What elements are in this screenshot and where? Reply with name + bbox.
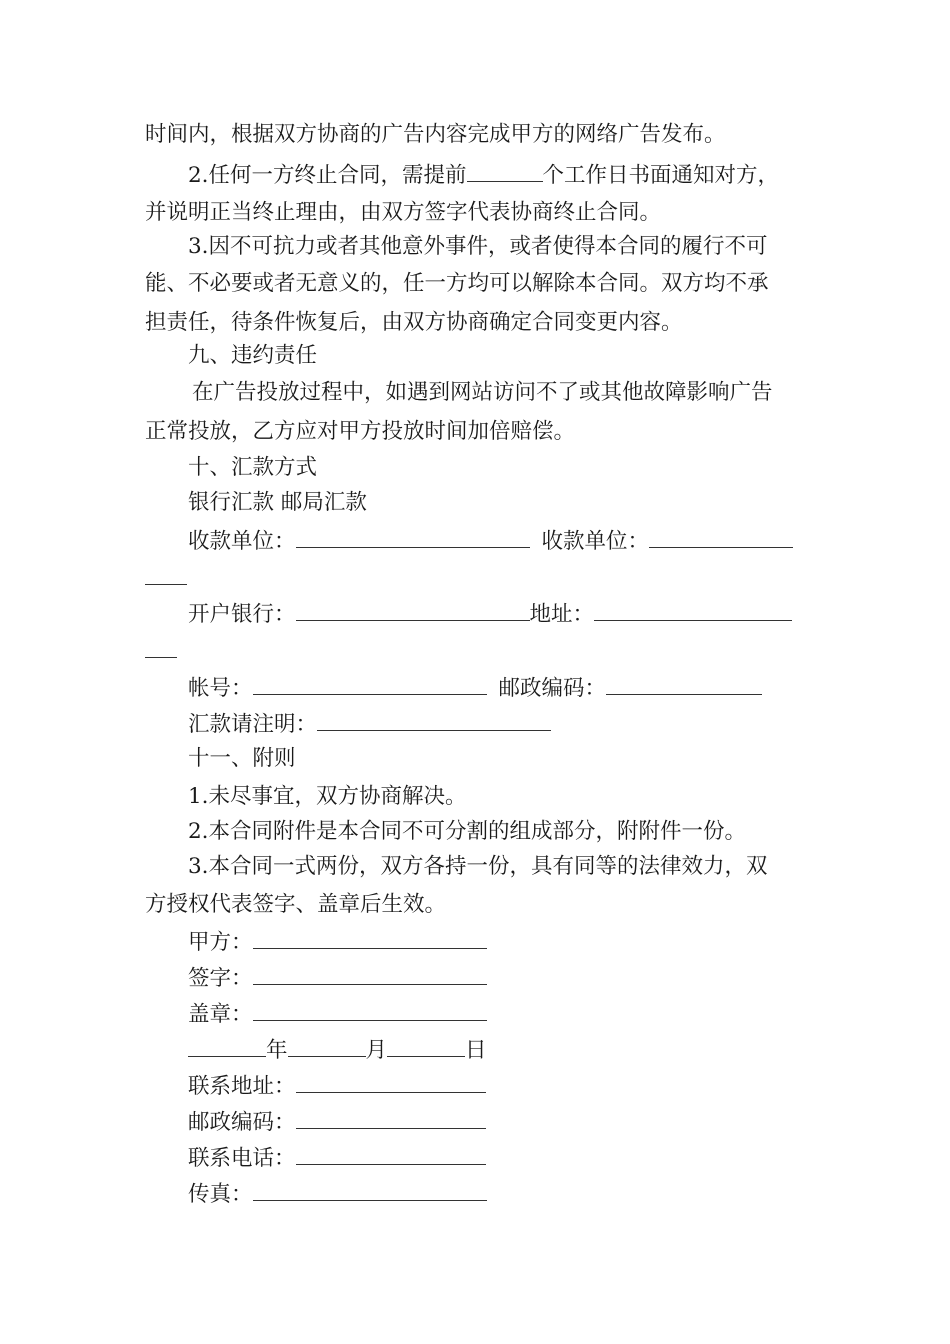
payee-field-2-continuation[interactable] xyxy=(145,583,187,585)
contact-postcode-row xyxy=(188,1107,486,1137)
field-label: 联系电话： xyxy=(188,1146,296,1171)
paragraph-line xyxy=(188,818,746,846)
text: 在广告投放过程中，如遇到网站访问不了或其他故障影响广告 xyxy=(192,380,773,405)
text: 并说明正当终止理由，由双方签字代表协商终止合同。 xyxy=(145,200,662,225)
section-heading xyxy=(188,745,296,773)
field-label: 邮政编码： xyxy=(188,1110,296,1135)
paragraph-line xyxy=(145,199,661,227)
month-field[interactable] xyxy=(288,1035,366,1057)
contact-address-row xyxy=(188,1071,486,1101)
paragraph-line xyxy=(145,418,575,446)
paragraph-line xyxy=(188,233,768,261)
paragraph-line xyxy=(188,160,779,190)
note-field[interactable] xyxy=(317,709,551,731)
contact-address-field[interactable] xyxy=(296,1071,486,1093)
text: 时间内，根据双方协商的广告内容完成甲方的网络广告发布。 xyxy=(145,122,726,147)
text: 3.本合同一式两份，双方各持一份，具有同等的法律效力，双 xyxy=(188,854,768,879)
party-row xyxy=(188,927,487,957)
day-field[interactable] xyxy=(387,1035,465,1057)
payment-methods xyxy=(188,489,367,517)
text: 担责任，待条件恢复后，由双方协商确定合同变更内容。 xyxy=(145,310,683,335)
text: 2.本合同附件是本合同不可分割的组成部分，附附件一份。 xyxy=(188,819,747,844)
paragraph-line xyxy=(192,379,773,407)
field-label: 收款单位： xyxy=(541,529,650,554)
field-label: 月 xyxy=(365,1038,388,1063)
text: 个工作日书面通知对方， xyxy=(542,163,780,188)
sign-field[interactable] xyxy=(253,963,487,985)
date-row xyxy=(188,1035,487,1065)
field-label: 汇款请注明： xyxy=(188,712,318,737)
field-label: 地址： xyxy=(529,602,595,627)
bank-row xyxy=(188,599,792,629)
address-field-continuation[interactable] xyxy=(145,656,177,658)
field-label: 签字： xyxy=(188,966,253,991)
payee-field-2[interactable] xyxy=(649,526,793,548)
text: 银行汇款 邮局汇款 xyxy=(188,490,367,515)
text: 十一、附则 xyxy=(188,746,296,771)
payee-field-1[interactable] xyxy=(296,526,530,548)
field-label: 联系地址： xyxy=(188,1074,296,1099)
text: 1.未尽事宜，双方协商解决。 xyxy=(188,784,467,809)
field-label: 邮政编码： xyxy=(498,676,607,701)
field-label: 收款单位： xyxy=(188,529,296,554)
paragraph-line xyxy=(145,121,726,149)
fax-row xyxy=(188,1179,487,1209)
payee-row xyxy=(188,526,793,556)
paragraph-line xyxy=(145,309,683,337)
text: 十、汇款方式 xyxy=(188,455,318,480)
field-label: 帐号： xyxy=(188,676,253,701)
bank-field[interactable] xyxy=(296,599,530,621)
seal-field[interactable] xyxy=(253,999,487,1021)
text: 3.因不可抗力或者其他意外事件，或者使得本合同的履行不可 xyxy=(188,234,768,259)
contact-phone-row xyxy=(188,1143,486,1173)
text: 正常投放，乙方应对甲方投放时间加倍赔偿。 xyxy=(145,419,576,444)
text: 2.任何一方终止合同，需提前 xyxy=(188,163,467,188)
text: 九、违约责任 xyxy=(188,343,318,368)
blank-field[interactable] xyxy=(467,160,543,182)
address-field[interactable] xyxy=(594,599,792,621)
field-label: 盖章： xyxy=(188,1002,253,1027)
contact-phone-field[interactable] xyxy=(296,1143,486,1165)
postcode-field[interactable] xyxy=(606,673,762,695)
paragraph-line xyxy=(188,853,768,881)
paragraph-line xyxy=(145,270,769,298)
field-label: 甲方： xyxy=(188,930,253,955)
party-field[interactable] xyxy=(253,927,487,949)
year-field[interactable] xyxy=(188,1035,266,1057)
sign-row xyxy=(188,963,487,993)
paragraph-line xyxy=(188,783,467,811)
field-label: 日 xyxy=(465,1038,487,1063)
text: 方授权代表签字、盖章后生效。 xyxy=(145,892,447,917)
field-label: 传真： xyxy=(188,1182,253,1207)
note-row xyxy=(188,709,551,739)
field-label: 开户银行： xyxy=(188,602,296,627)
section-heading xyxy=(188,454,317,482)
account-field[interactable] xyxy=(253,673,487,695)
seal-row xyxy=(188,999,487,1029)
paragraph-line xyxy=(145,891,446,919)
contact-postcode-field[interactable] xyxy=(296,1107,486,1129)
field-label: 年 xyxy=(266,1038,288,1063)
section-heading xyxy=(188,342,317,370)
fax-field[interactable] xyxy=(253,1179,487,1201)
account-row xyxy=(188,673,762,703)
text: 能、不必要或者无意义的，任一方均可以解除本合同。双方均不承 xyxy=(145,271,769,296)
